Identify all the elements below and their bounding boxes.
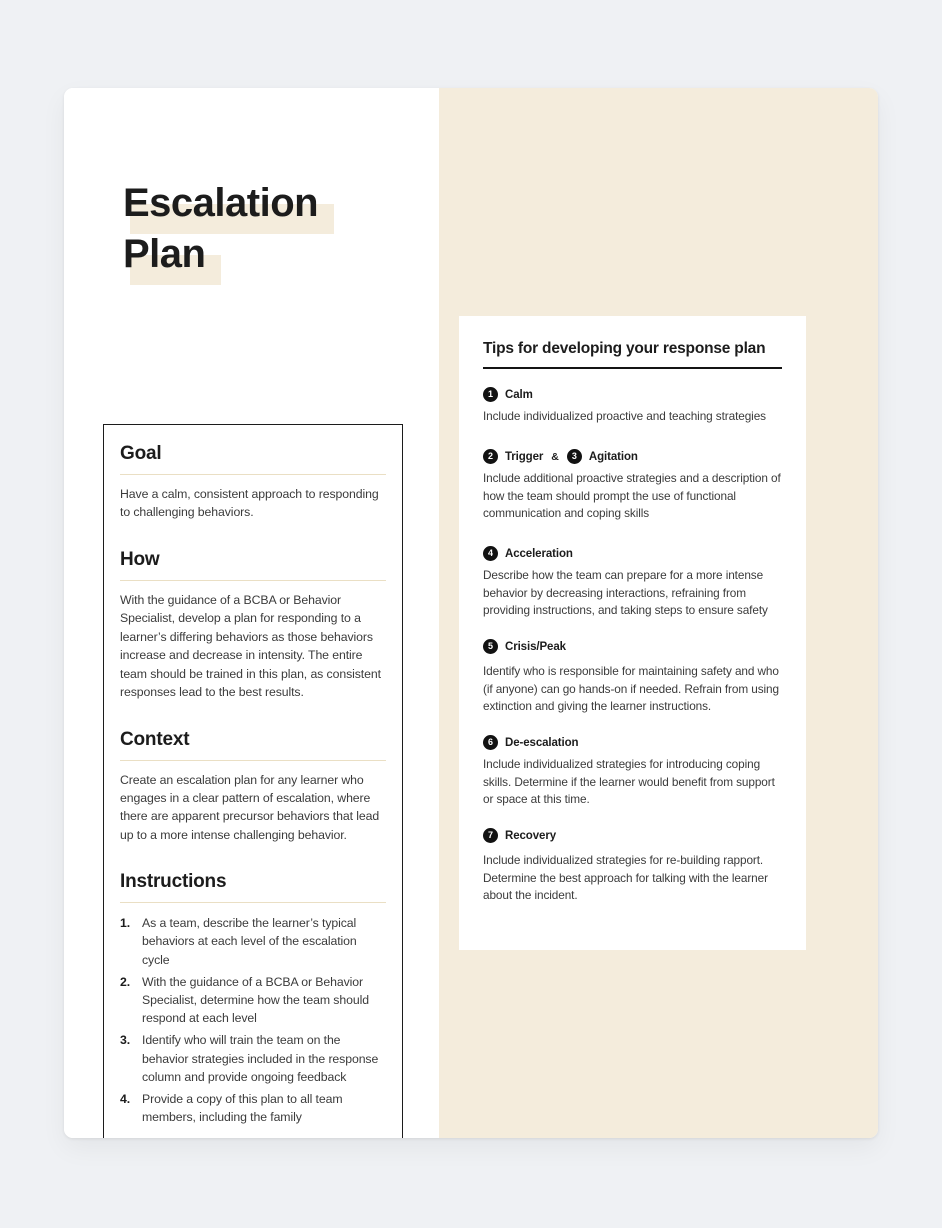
tip-number-badge: 7 [483, 828, 498, 843]
instruction-number: 2. [120, 974, 131, 989]
tips-card [459, 316, 806, 950]
tip-body: Identify who is responsible for maintaining safety and who (if anyone) can go hands-on if needed. Refrain from using extinction and giving the learner instructions. [483, 664, 779, 713]
instruction-item [120, 914, 386, 969]
tip-number-badge: 2 [483, 449, 498, 464]
instruction-text: Provide a copy of this plan to all team members, including the family [142, 1091, 343, 1125]
title-line-2: Plan [123, 231, 209, 278]
section-how [120, 543, 386, 702]
instruction-number: 1. [120, 916, 131, 931]
instruction-number: 4. [120, 1091, 131, 1106]
section-goal [120, 437, 386, 522]
tip-item-de-escalation [483, 735, 782, 808]
section-body-how: With the guidance of a BCBA or Behavior Specialist, develop a plan for responding to a learner’s differing behaviors as those behaviors increase and decrease in intensity. The entire team should be trained in this plan, as consistent responses lead to the best results. [120, 592, 381, 700]
section-heading-instructions: Instructions [120, 865, 386, 903]
tip-label: Recovery [505, 829, 556, 842]
tip-body: Include additional proactive strategies and a description of how the team should prompt the use of functional communication and coping skills [483, 471, 781, 520]
instruction-text: Identify who will train the team on the behavior strategies included in the response column and provide ongoing feedback [142, 1033, 379, 1084]
tip-head [483, 639, 782, 654]
tip-number-badge: 6 [483, 735, 498, 750]
section-body-context: Create an escalation plan for any learner who engages in a clear pattern of escalation, where there are apparent precursor behaviors that lead up to a more intense challenging behavior. [120, 772, 380, 842]
section-heading-context: Context [120, 723, 386, 761]
tip-body: Include individualized proactive and teaching strategies [483, 409, 766, 423]
instruction-item [120, 1031, 386, 1086]
instruction-item [120, 973, 386, 1028]
tip-body: Describe how the team can prepare for a more intense behavior by decreasing interactions, refraining from providing instructions, and taking steps to ensure safety [483, 568, 768, 617]
tip-item-crisis-peak [483, 639, 782, 715]
tip-label: Crisis/Peak [505, 640, 566, 653]
tip-body: Include individualized strategies for introducing coping skills. Determine if the learner would benefit from support or space at this time. [483, 757, 775, 806]
tip-label: Calm [505, 388, 533, 401]
instruction-number: 3. [120, 1033, 131, 1048]
tip-head [483, 546, 782, 561]
tip-label: Trigger [505, 450, 544, 463]
tip-label: Agitation [588, 450, 638, 463]
tip-item-trigger-agitation [483, 449, 782, 522]
tip-item-recovery [483, 828, 782, 904]
section-heading-how: How [120, 543, 386, 581]
tip-head [483, 735, 782, 750]
instructions-list [120, 914, 386, 1126]
tip-head [483, 828, 782, 843]
section-body-goal: Have a calm, consistent approach to responding to challenging behaviors. [120, 487, 379, 520]
tip-number-badge: 1 [483, 387, 498, 402]
document-title [123, 180, 322, 278]
tip-item-acceleration [483, 546, 782, 619]
section-context [120, 723, 386, 845]
instruction-text: With the guidance of a BCBA or Behavior Specialist, determine how the team should respond at each level [142, 974, 369, 1026]
tip-head [483, 449, 782, 464]
info-box [103, 424, 403, 1138]
section-heading-goal: Goal [120, 437, 386, 475]
tip-head [483, 387, 782, 402]
tip-label: De-escalation [505, 736, 579, 749]
tip-body: Include individualized strategies for re-building rapport. Determine the best approach for talking with the learner about the incident. [483, 853, 768, 902]
tips-heading: Tips for developing your response plan [483, 340, 782, 369]
instruction-text: As a team, describe the learner’s typical behaviors at each level of the escalation cycle [142, 916, 357, 967]
tip-number-badge: 5 [483, 639, 498, 654]
tip-number-badge: 4 [483, 546, 498, 561]
tip-separator: & [551, 450, 559, 463]
tip-item-calm [483, 387, 782, 425]
tip-number-badge: 3 [567, 449, 582, 464]
document-sheet [64, 88, 878, 1138]
tip-label: Acceleration [505, 547, 573, 560]
instruction-item [120, 1090, 386, 1126]
section-instructions [120, 865, 386, 1126]
title-line-1: Escalation [123, 180, 322, 227]
